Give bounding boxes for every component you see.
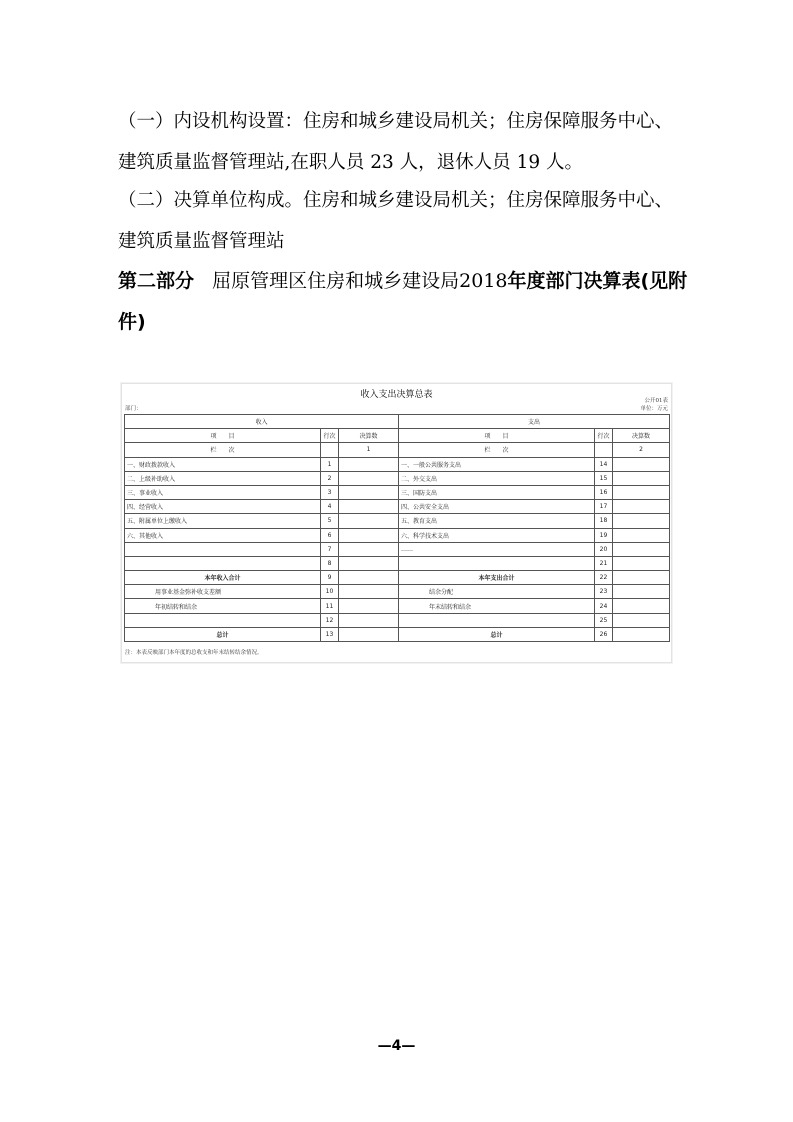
income-amount-cell (339, 514, 399, 528)
income-item-cell: 用事业基金弥补收支差额 (125, 585, 321, 599)
paragraph-staff-count: 建筑质量监督管理站,在职人员 23 人，退休人员 19 人。 (118, 152, 583, 173)
income-row-number: 2 (321, 471, 339, 485)
section-part-label: 第二部分 (118, 270, 195, 292)
expense-amount-cell (613, 627, 670, 641)
expense-item-cell: 结余分配 (399, 585, 595, 599)
expense-item-cell: 年末结转和结余 (399, 599, 595, 613)
column-number-row (125, 443, 670, 457)
income-amount-cell (339, 585, 399, 599)
expense-item-cell (399, 613, 595, 627)
expense-row-number: 25 (595, 613, 613, 627)
expense-item-header: 项 目 (399, 429, 595, 443)
budget-table-image (121, 383, 672, 663)
paragraph-unit-composition: （二）决算单位构成。住房和城乡建设局机关；住房保障服务中心、 (118, 190, 674, 211)
table-row (125, 542, 670, 556)
expense-amount-cell (613, 599, 670, 613)
expense-row-number: 17 (595, 500, 613, 514)
table-row (125, 599, 670, 613)
income-row-number: 9 (321, 571, 339, 585)
income-item-cell (125, 542, 321, 556)
expense-row-number: 18 (595, 514, 613, 528)
table-row (125, 485, 670, 499)
expense-row-header: 行次 (595, 429, 613, 443)
income-row-number: 11 (321, 599, 339, 613)
income-item-cell: 年初结转和结余 (125, 599, 321, 613)
table-note: 注：本表反映部门本年度的总收支和年末结转结余情况。 (125, 650, 263, 656)
expense-item-cell: 总计 (399, 627, 595, 641)
expense-row-number: 14 (595, 457, 613, 471)
table-row (125, 500, 670, 514)
table-row (125, 514, 670, 528)
income-item-cell: 本年收入合计 (125, 571, 321, 585)
paragraph-internal-structure: （一）内设机构设置：住房和城乡建设局机关；住房保障服务中心、 (118, 111, 674, 132)
expense-row-number: 16 (595, 485, 613, 499)
income-amount-cell (339, 556, 399, 570)
income-row-number: 1 (321, 457, 339, 471)
income-amount-cell (339, 627, 399, 641)
income-row-number: 3 (321, 485, 339, 499)
table-row (125, 613, 670, 627)
expense-item-cell: 二、外交支出 (399, 471, 595, 485)
section-heading-line2: 件) (118, 311, 146, 333)
income-row-number: 13 (321, 627, 339, 641)
table-row (125, 556, 670, 570)
income-amount-cell (339, 542, 399, 556)
income-amount-cell (339, 528, 399, 542)
income-row-number: 4 (321, 500, 339, 514)
table-title: 收入支出决算总表 (360, 390, 433, 400)
expense-amount-cell (613, 542, 670, 556)
income-row-number: 7 (321, 542, 339, 556)
expense-header: 支出 (399, 415, 670, 429)
income-amount-cell (339, 599, 399, 613)
expense-amount-cell (613, 471, 670, 485)
expense-row-number: 20 (595, 542, 613, 556)
expense-amount-cell (613, 514, 670, 528)
expense-amount-cell (613, 571, 670, 585)
income-amount-cell (339, 613, 399, 627)
table-row (125, 571, 670, 585)
expense-amount-cell (613, 528, 670, 542)
income-row-number: 6 (321, 528, 339, 542)
page-number: —4— (377, 1038, 416, 1054)
department-label: 部门： (125, 406, 142, 412)
income-row-number: 5 (321, 514, 339, 528)
income-item-cell (125, 613, 321, 627)
table-row (125, 585, 670, 599)
expense-item-cell: 本年支出合计 (399, 571, 595, 585)
table-row (125, 627, 670, 641)
income-header: 收入 (125, 415, 399, 429)
expense-col-label: 栏 次 (399, 443, 595, 457)
income-item-cell: 三、事业收入 (125, 485, 321, 499)
income-row-number: 12 (321, 613, 339, 627)
expense-item-cell: 五、教育支出 (399, 514, 595, 528)
income-row-number: 10 (321, 585, 339, 599)
expense-row-number: 22 (595, 571, 613, 585)
income-item-cell: 一、财政拨款收入 (125, 457, 321, 471)
expense-row-number: 24 (595, 599, 613, 613)
paragraph-unit-composition-cont: 建筑质量监督管理站 (118, 231, 285, 252)
income-amount-cell (339, 471, 399, 485)
income-item-cell: 六、其他收入 (125, 528, 321, 542)
expense-amount-cell (613, 485, 670, 499)
expense-row-number: 21 (595, 556, 613, 570)
expense-amount-cell (613, 585, 670, 599)
income-item-header: 项 目 (125, 429, 321, 443)
income-amount-cell (339, 500, 399, 514)
income-item-cell: 二、上级补助收入 (125, 471, 321, 485)
income-item-cell: 五、附属单位上缴收入 (125, 514, 321, 528)
table-row (125, 457, 670, 471)
expense-item-cell: 六、科学技术支出 (399, 528, 595, 542)
expense-amount-cell (613, 500, 670, 514)
expense-item-cell: 四、公共安全支出 (399, 500, 595, 514)
table-row (125, 528, 670, 542)
income-row-number: 8 (321, 556, 339, 570)
table-row (125, 471, 670, 485)
expense-amount-cell (613, 556, 670, 570)
section-heading (118, 270, 687, 292)
income-amount-header: 决算数 (339, 429, 399, 443)
income-item-cell: 总计 (125, 627, 321, 641)
unit-label: 单位：万元 (640, 406, 668, 412)
expense-row-number: 23 (595, 585, 613, 599)
expense-item-cell (399, 556, 595, 570)
income-amount-cell (339, 457, 399, 471)
form-number: 公开01表 (644, 398, 668, 404)
expense-item-cell: 三、国防支出 (399, 485, 595, 499)
income-amount-cell (339, 571, 399, 585)
expense-item-cell: 一、一般公共服务支出 (399, 457, 595, 471)
expense-amount-cell (613, 457, 670, 471)
income-item-cell: 四、经营收入 (125, 500, 321, 514)
section-title-bold: 年度部门决算表(见附 (507, 270, 688, 292)
expense-item-cell: …… (399, 542, 595, 556)
income-col-num: 1 (339, 443, 399, 457)
expense-amount-header: 决算数 (613, 429, 670, 443)
expense-amount-cell (613, 613, 670, 627)
column-header-row (125, 429, 670, 443)
income-expense-table (124, 414, 670, 642)
expense-row-number: 15 (595, 471, 613, 485)
expense-col-num: 2 (613, 443, 670, 457)
income-col-label: 栏 次 (125, 443, 321, 457)
income-row-header: 行次 (321, 429, 339, 443)
income-item-cell (125, 556, 321, 570)
expense-row-number: 26 (595, 627, 613, 641)
section-title-plain: 屈原管理区住房和城乡建设局2018 (212, 270, 508, 292)
expense-row-number: 19 (595, 528, 613, 542)
income-amount-cell (339, 485, 399, 499)
table-header-row (125, 415, 670, 429)
